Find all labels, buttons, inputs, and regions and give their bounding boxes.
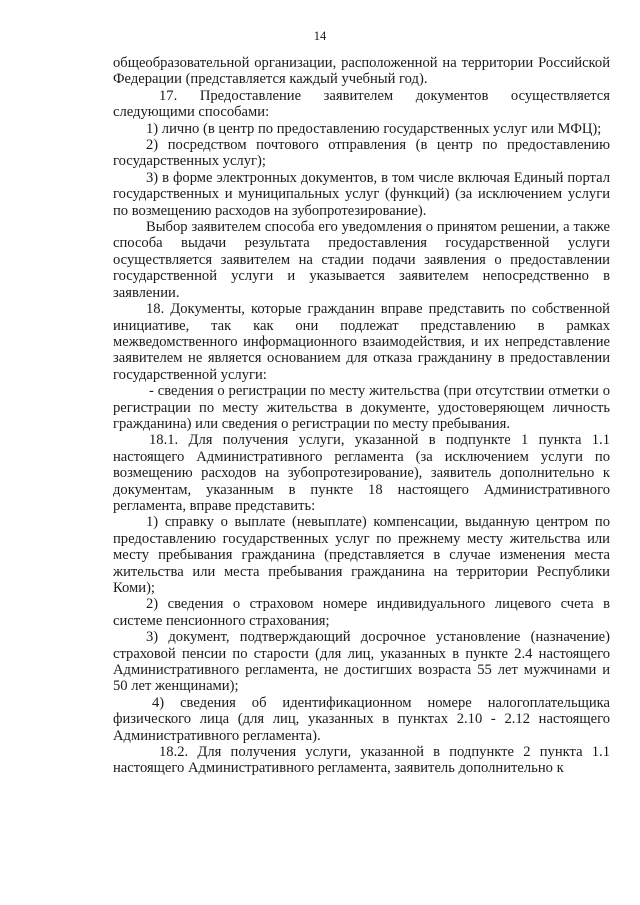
paragraph-18: 18. Документы, которые гражданин вправе представить по собственной инициативе, так как они подлежат представлению в рамках межведомственного информационного взаимодействия, и их непредставление заявителем не является основанием для отказа гражданину в предоставлении государственной услуги: (113, 301, 610, 383)
paragraph-notification-choice: Выбор заявителем способа его уведомления о принятом решении, а также способа выдачи результата предоставления государственной услуги осуществляется заявителем на стадии подачи заявления о предоставлении государственной услуги и указывается заявителем непосредственно в заявлении. (113, 219, 610, 301)
list-item-18-1-4: 4) сведения об идентификационном номере налогоплательщика физического лица (для лиц, указанных в пунктах 2.10 - 2.12 настоящего Административного регламента). (113, 694, 610, 744)
paragraph-continuation: общеобразовательной организации, расположенной на территории Российской Федерации (представляется каждый учебный год). (113, 55, 610, 88)
list-item-17-1: 1) лично (в центр по предоставлению государственных услуг или МФЦ); (146, 120, 602, 137)
list-item-17-3: 3) в форме электронных документов, в том числе включая Единый портал государственных и муниципальных услуг (функций) (за исключением услуги по возмещению расходов на зубопротезирование). (113, 169, 610, 219)
paragraph-17: 17. Предоставление заявителем документов осуществляется следующими способами: (113, 87, 610, 121)
page-number: 14 (313, 29, 327, 43)
paragraph-18-1: 18.1. Для получения услуги, указанной в подпункте 1 пункта 1.1 настоящего Административного регламента (за исключением услуги по возмещению расходов на зубопротезирование), заявитель дополнительно к документам, указанным в пункте 18 настоящего Административного регламента, вправе представить: (113, 432, 610, 514)
list-item-18-1-2: 2) сведения о страховом номере индивидуального лицевого счета в системе пенсионного страхования; (113, 596, 610, 629)
list-item-18-1-1: 1) справку о выплате (невыплате) компенсации, выданную центром по предоставлению государственных услуг по прежнему месту жительства или месту пребывания гражданина (представляется в случае изменения места жительства или места пребывания гражданина на территории Республики Коми); (113, 514, 610, 596)
document-body (113, 55, 610, 777)
list-item-17-2: 2) посредством почтового отправления (в центр по предоставлению государственных услуг); (113, 137, 610, 170)
paragraph-18-2: 18.2. Для получения услуги, указанной в подпункте 2 пункта 1.1 настоящего Административного регламента, заявитель дополнительно к (113, 744, 610, 777)
list-item-18-dash: - сведения о регистрации по месту жительства (при отсутствии отметки о регистрации по месту жительства в документе, удостоверяющем личность гражданина) или сведения о регистрации по месту пребывания. (113, 383, 610, 432)
list-item-18-1-3: 3) документ, подтверждающий досрочное установление (назначение) страховой пенсии по старости (для лиц, указанных в пункте 2.4 настоящего Административного регламента, не достигших возраста 55 лет мужчинами и 50 лет женщинами); (113, 629, 610, 695)
